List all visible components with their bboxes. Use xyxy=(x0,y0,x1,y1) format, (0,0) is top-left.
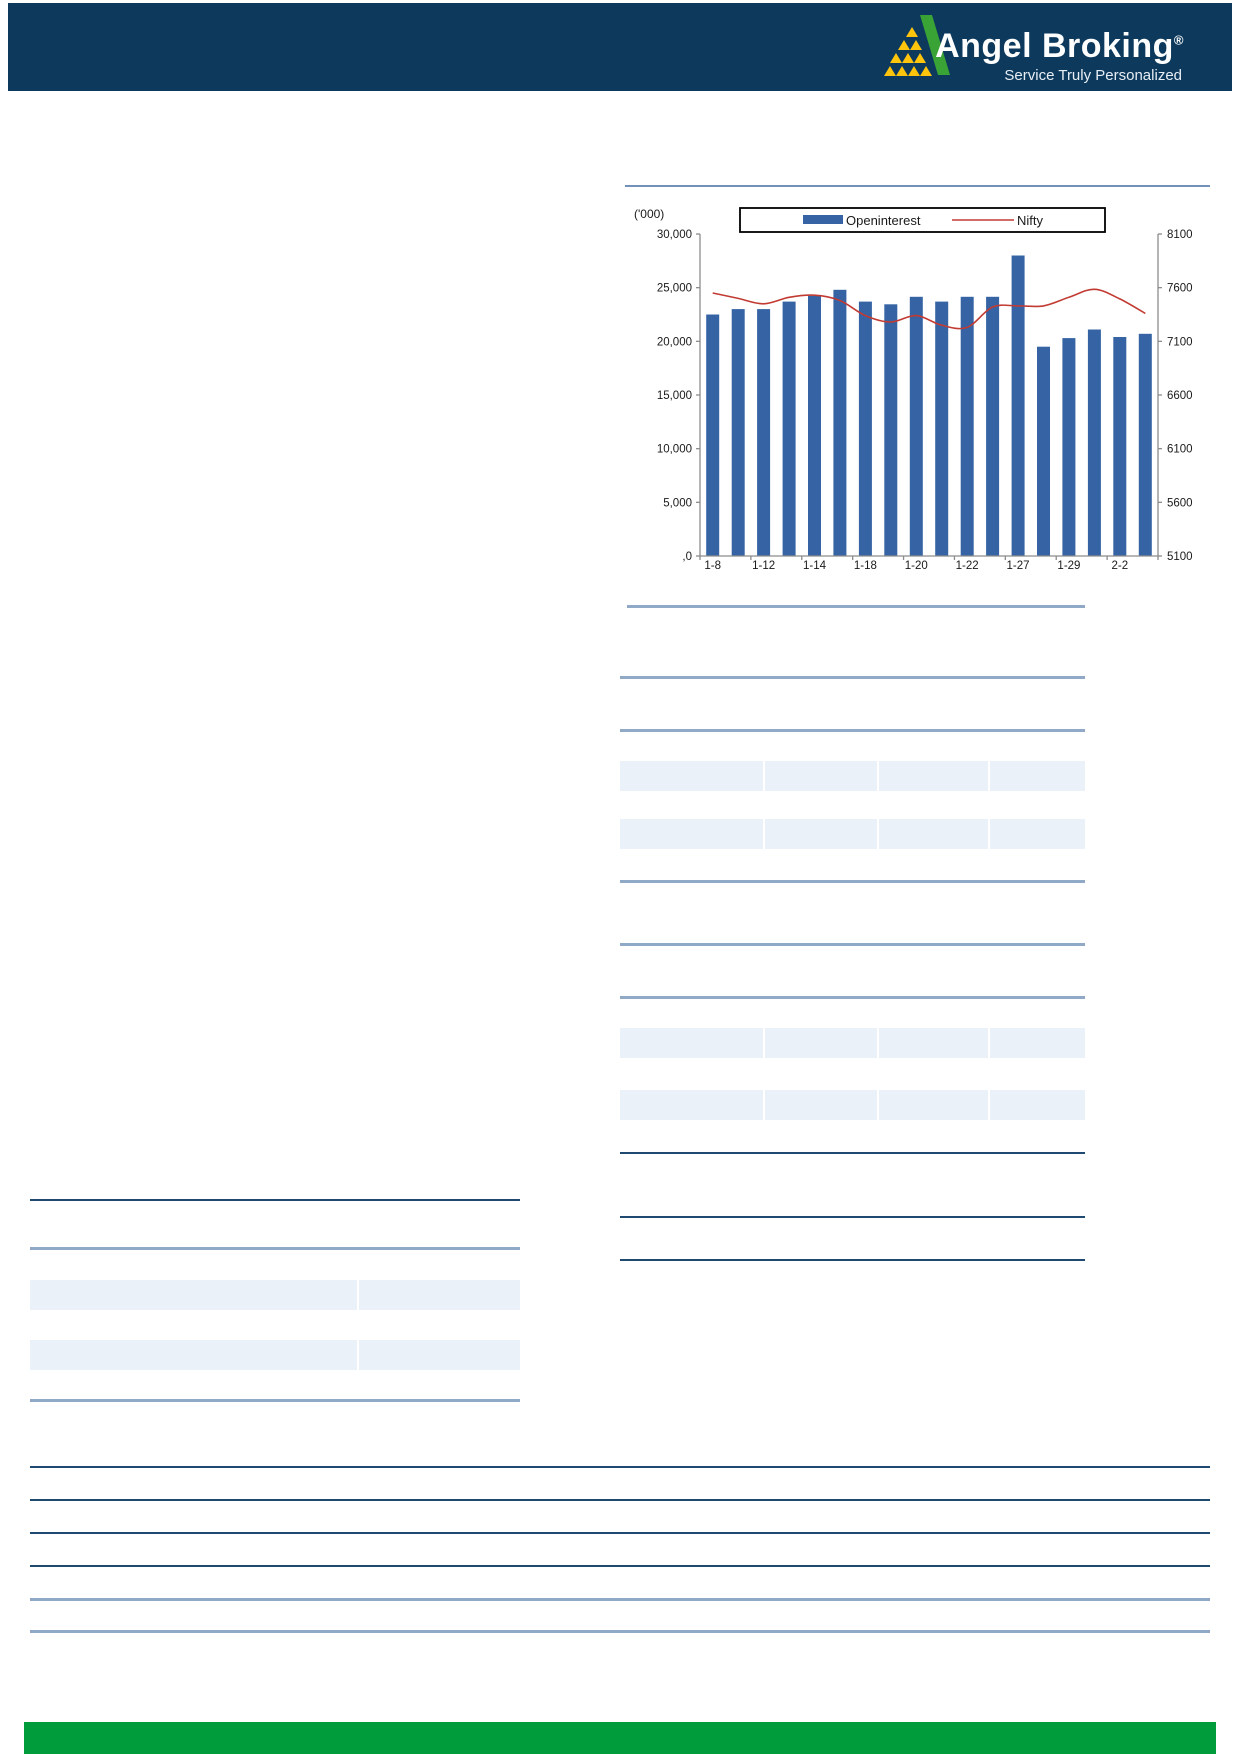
registered-mark: ® xyxy=(1173,32,1184,48)
open-interest-bar xyxy=(910,297,923,556)
brand-tagline: Service Truly Personalized xyxy=(1004,67,1182,84)
bottom-table-rule xyxy=(30,1598,1210,1601)
right-axis-tick-label: 5600 xyxy=(1167,497,1193,510)
right-table-rule xyxy=(620,676,1085,679)
open-interest-bar xyxy=(732,309,745,556)
x-axis-tick-label: 1-27 xyxy=(1006,560,1030,572)
left-axis-tick-label: 30,000 xyxy=(656,229,692,241)
left-axis-unit-label: ('000) xyxy=(634,207,665,221)
left-axis-tick-label: 5,000 xyxy=(663,497,692,510)
right-table-row-band xyxy=(620,819,1085,849)
left-table-row-band xyxy=(30,1280,520,1310)
bottom-table-rule xyxy=(30,1565,1210,1567)
open-interest-bar xyxy=(1037,347,1050,556)
right-table-rule xyxy=(620,1152,1085,1154)
open-interest-bar xyxy=(833,290,846,556)
angel-broking-logo xyxy=(864,9,1184,89)
bottom-table-rule xyxy=(30,1630,1210,1633)
footer-bar xyxy=(24,1722,1216,1754)
right-table-row-band xyxy=(620,761,1085,791)
x-axis-tick-label: 1-20 xyxy=(904,560,928,572)
right-axis-tick-label: 6100 xyxy=(1167,443,1193,456)
chart-legend-box xyxy=(740,208,1105,232)
left-axis-tick-label: 15,000 xyxy=(656,390,692,402)
header-bar xyxy=(8,3,1232,91)
bottom-table-rule xyxy=(30,1499,1210,1501)
x-axis-tick-label: 1-22 xyxy=(955,560,979,572)
bottom-table-rule xyxy=(30,1466,1210,1468)
open-interest-bar xyxy=(961,297,974,556)
left-axis-tick-label: 25,000 xyxy=(656,282,692,295)
open-interest-bar xyxy=(1062,338,1075,556)
open-interest-bar xyxy=(808,296,821,556)
right-table-rule xyxy=(620,1216,1085,1218)
right-table-rule xyxy=(620,729,1085,732)
right-axis-tick-label: 7100 xyxy=(1167,336,1193,349)
open-interest-bar xyxy=(1012,256,1025,557)
nifty-line xyxy=(713,289,1146,328)
x-axis-tick-label: 1-14 xyxy=(802,560,827,572)
right-table-rule xyxy=(620,943,1085,946)
open-interest-bar xyxy=(783,302,796,556)
x-axis-tick-label: 1-12 xyxy=(752,560,776,572)
left-axis-tick-label: ,0 xyxy=(682,551,692,563)
x-axis-tick-label: 2-2 xyxy=(1111,560,1129,572)
open-interest-bar xyxy=(859,302,872,556)
right-table-rule xyxy=(627,605,1085,608)
left-axis-tick-label: 10,000 xyxy=(656,443,692,456)
right-axis-tick-label: 6600 xyxy=(1167,390,1193,402)
right-table-rule xyxy=(620,880,1085,883)
bottom-table-rule xyxy=(30,1532,1210,1534)
right-axis-tick-label: 8100 xyxy=(1167,229,1193,241)
open-interest-bar xyxy=(884,304,897,556)
open-interest-bar xyxy=(1139,334,1152,556)
left-axis-tick-label: 20,000 xyxy=(656,336,692,349)
x-axis-tick-label: 1-29 xyxy=(1057,560,1081,572)
open-interest-bar xyxy=(1113,337,1126,556)
legend-openinterest-label: Openinterest xyxy=(846,213,921,228)
right-table-row-band xyxy=(620,1090,1085,1120)
left-table-rule xyxy=(30,1399,520,1402)
left-table-row-band xyxy=(30,1340,520,1370)
open-interest-bar xyxy=(1088,330,1101,557)
x-axis-tick-label: 1-18 xyxy=(853,560,877,572)
right-table-rule xyxy=(620,1259,1085,1261)
right-table-rule xyxy=(620,996,1085,999)
left-table-rule xyxy=(30,1199,520,1201)
open-interest-bar xyxy=(757,309,770,556)
left-table-rule xyxy=(30,1247,520,1250)
right-table-row-band xyxy=(620,1028,1085,1058)
x-axis-tick-label: 1-8 xyxy=(704,560,722,572)
right-axis-tick-label: 7600 xyxy=(1167,282,1193,295)
brand-name xyxy=(935,27,1184,66)
open-interest-bar xyxy=(935,302,948,556)
legend-nifty-label: Nifty xyxy=(1017,213,1043,228)
brand-text: Angel Broking xyxy=(935,27,1174,65)
right-axis-tick-label: 5100 xyxy=(1167,551,1193,563)
open-interest-bar xyxy=(706,315,719,557)
open-interest-nifty-chart xyxy=(555,180,1215,610)
open-interest-bar xyxy=(986,297,999,556)
legend-openinterest-swatch xyxy=(803,215,843,224)
